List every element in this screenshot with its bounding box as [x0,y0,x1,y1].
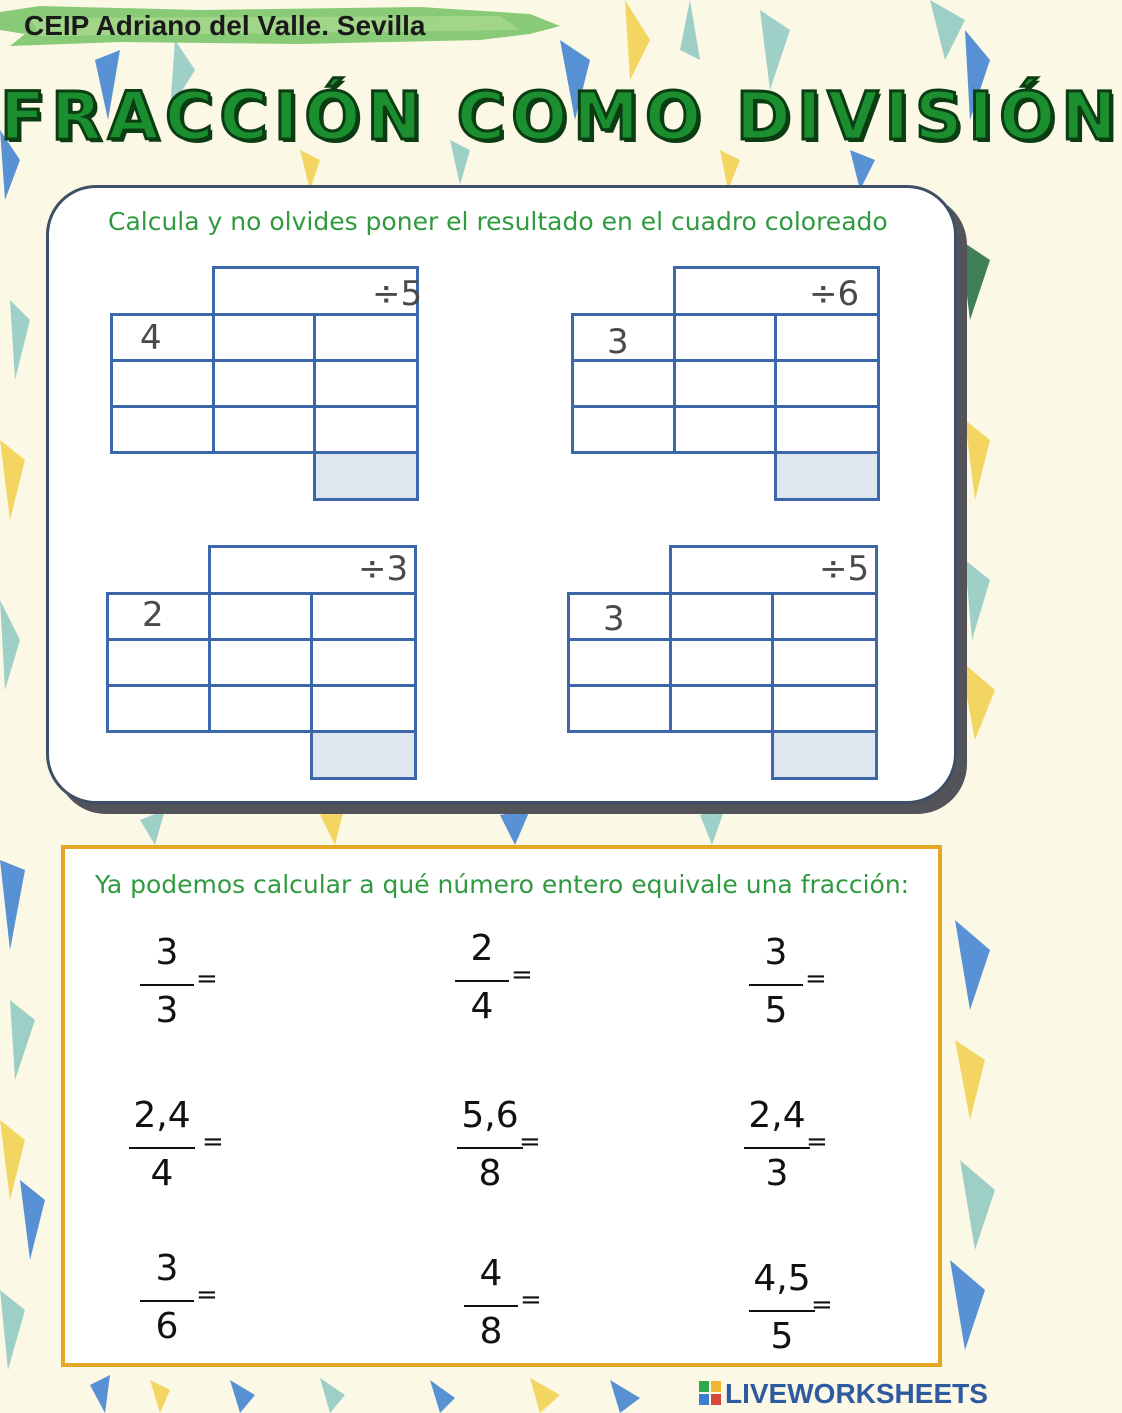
equals-sign: = [196,964,218,994]
divisor-label: ÷3 [358,549,409,589]
fraction-exercise [456,1253,576,1363]
equals-sign: = [805,964,827,994]
grid-cell[interactable] [310,592,417,641]
fraction-exercise [741,932,861,1042]
result-cell[interactable] [774,451,880,501]
grid-cell[interactable] [212,313,316,362]
fraction-denominator: 6 [155,1306,179,1347]
fraction-numerator: 3 [764,932,788,973]
fraction-exercise [447,928,567,1038]
equals-sign: = [811,1290,833,1320]
divisor-label: ÷5 [819,549,870,589]
fraction-numerator: 3 [155,932,179,973]
division-grid-4 [567,545,876,780]
fraction-denominator: 4 [150,1153,174,1194]
grid-cell[interactable] [313,405,419,454]
grid-cell[interactable] [212,405,316,454]
divisor-label: ÷5 [372,274,423,314]
result-cell[interactable] [771,730,878,780]
fraction-denominator: 8 [479,1311,503,1352]
grid-cell[interactable] [669,592,774,641]
grid-cell[interactable] [313,313,419,362]
grid-cell[interactable] [106,684,211,733]
numerator-cell [110,313,215,362]
grid-cell[interactable] [571,405,676,454]
fraction-bar [749,1310,815,1312]
equals-sign: = [520,1285,542,1315]
grid-cell[interactable] [771,684,878,733]
fraction-bar [140,984,194,986]
panel1-instruction: Calcula y no olvides poner el resultado en el cuadro coloreado [108,207,888,236]
fraction-denominator: 5 [764,990,788,1031]
fraction-numerator: 2,4 [133,1095,191,1136]
liveworksheets-brand: LIVEWORKSHEETS [725,1378,988,1409]
grid-cell[interactable] [106,638,211,687]
result-cell[interactable] [310,730,417,780]
fraction-exercise [455,1095,575,1205]
page-title: FRACCIÓN COMO DIVISIÓN [0,78,1122,155]
grid-cell[interactable] [774,405,880,454]
division-grid-1 [110,266,423,501]
grid-cell[interactable] [208,684,313,733]
fraction-exercise [742,1095,862,1205]
grid-cell[interactable] [673,359,777,408]
fraction-bar [455,980,509,982]
equals-sign: = [511,960,533,990]
fraction-bar [749,984,803,986]
school-label [0,4,560,48]
fraction-numerator: 2,4 [748,1095,806,1136]
fraction-exercise [747,1258,867,1368]
panel2-instruction: Ya podemos calcular a qué número entero equivale una fracción: [95,870,910,899]
grid-cell[interactable] [310,638,417,687]
grid-cell[interactable] [313,359,419,408]
fraction-denominator: 4 [470,986,494,1027]
fraction-denominator: 3 [155,990,179,1031]
grid-cell[interactable] [208,592,313,641]
fraction-bar [457,1147,523,1149]
equals-sign: = [202,1127,224,1157]
fraction-numerator: 3 [155,1248,179,1289]
numerator-label: 4 [140,318,162,358]
fraction-bar [464,1305,518,1307]
grid-cell[interactable] [310,684,417,733]
grid-cell[interactable] [567,638,672,687]
numerator-label: 3 [607,322,629,362]
fraction-denominator: 5 [770,1316,794,1357]
grid-cell[interactable] [771,592,878,641]
liveworksheets-icon [699,1381,721,1405]
equals-sign: = [519,1127,541,1157]
grid-cell[interactable] [208,638,313,687]
fraction-exercise [132,1248,252,1358]
grid-cell[interactable] [110,405,215,454]
equals-sign: = [196,1280,218,1310]
fraction-numerator: 4,5 [753,1258,811,1299]
result-cell[interactable] [313,451,419,501]
fraction-bar [744,1147,810,1149]
division-grid-3 [106,545,415,780]
grid-cell[interactable] [673,313,777,362]
fraction-exercise [132,932,252,1042]
fraction-bar [140,1300,194,1302]
grid-cell[interactable] [212,359,316,408]
division-grid-2 [571,266,880,501]
school-name: CEIP Adriano del Valle. Sevilla [24,10,426,41]
grid-cell[interactable] [669,684,774,733]
numerator-label: 3 [603,599,625,639]
divisor-label: ÷6 [809,274,860,314]
fraction-denominator: 3 [765,1153,789,1194]
grid-cell[interactable] [774,359,880,408]
grid-cell[interactable] [771,638,878,687]
grid-cell[interactable] [673,405,777,454]
grid-cell[interactable] [571,359,676,408]
grid-cell[interactable] [567,684,672,733]
fraction-numerator: 4 [479,1253,503,1294]
grid-cell[interactable] [669,638,774,687]
fraction-numerator: 2 [470,928,494,969]
numerator-label: 2 [142,595,164,635]
grid-cell[interactable] [110,359,215,408]
equals-sign: = [806,1127,828,1157]
fraction-numerator: 5,6 [461,1095,519,1136]
fraction-bar [129,1147,195,1149]
fraction-exercise [127,1095,247,1205]
fraction-denominator: 8 [478,1153,502,1194]
grid-cell[interactable] [774,313,880,362]
